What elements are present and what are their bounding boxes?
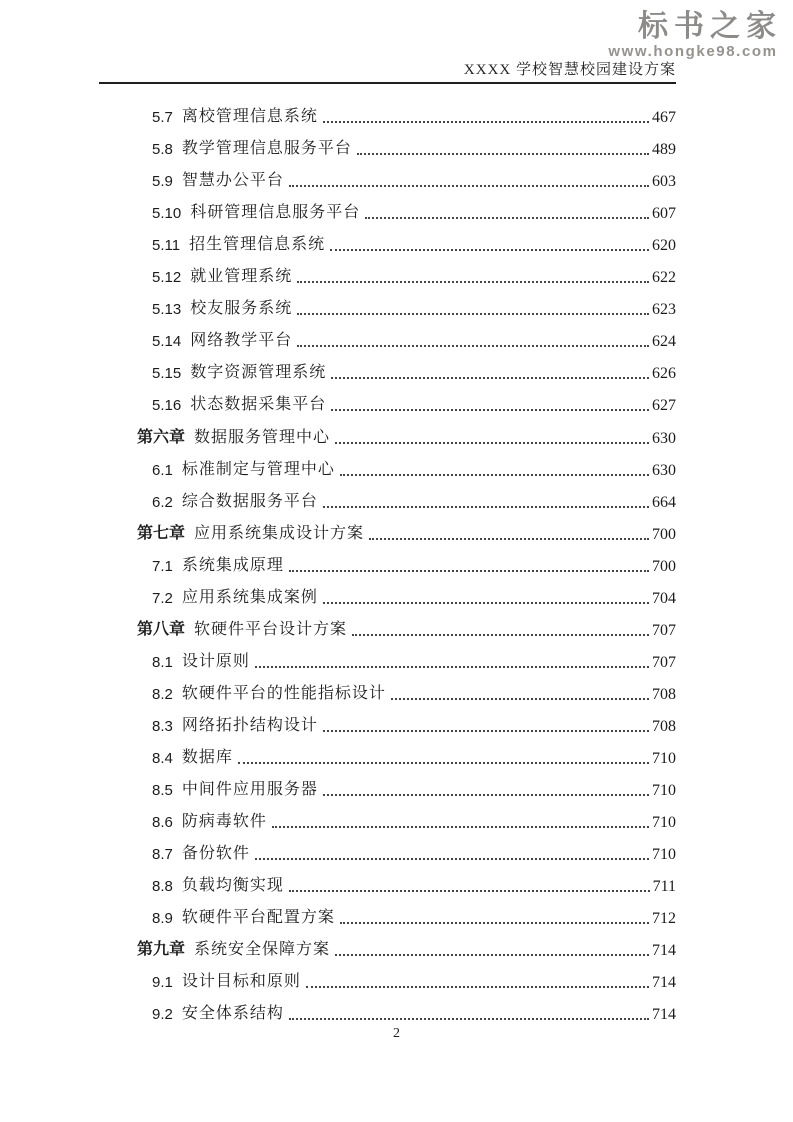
toc-entry-title: 校友服务系统	[190, 300, 293, 318]
dot-leader	[323, 602, 649, 604]
toc-entry-number: 9.2	[152, 1006, 173, 1024]
dot-leader	[297, 313, 649, 315]
dot-leader	[323, 794, 649, 796]
toc-entry-number: 5.8	[152, 141, 173, 159]
dot-leader	[369, 538, 649, 540]
toc-entry-page: 700	[652, 525, 676, 543]
table-of-contents	[100, 99, 676, 1028]
dot-leader	[391, 698, 649, 700]
toc-entry-title: 智慧办公平台	[181, 172, 284, 190]
toc-entry-number: 5.9	[152, 173, 173, 191]
toc-entry-title: 软硬件平台配置方案	[181, 909, 335, 927]
toc-entry-title: 负载均衡实现	[181, 877, 284, 895]
toc-entry-page: 708	[652, 717, 676, 735]
toc-entry-number: 6.1	[152, 461, 173, 479]
dot-leader	[289, 1018, 649, 1020]
toc-entry-page: 603	[652, 173, 676, 191]
toc-entry-number: 8.4	[152, 749, 173, 767]
toc-entry-number: 第九章	[137, 941, 186, 959]
toc-entry-page: 489	[652, 141, 676, 159]
toc-entry-page: 623	[652, 301, 676, 319]
dot-leader	[331, 377, 649, 379]
toc-entry-title: 应用系统集成设计方案	[194, 524, 365, 542]
toc-entry-title: 标准制定与管理中心	[181, 460, 335, 478]
toc-entry-title: 系统集成原理	[181, 556, 284, 574]
toc-entry-page: 710	[652, 749, 676, 767]
dot-leader	[306, 986, 649, 988]
toc-entry-page: 704	[652, 589, 676, 607]
toc-entry[interactable]	[100, 996, 676, 1028]
toc-entry-number: 第六章	[137, 428, 186, 446]
toc-entry-page: 707	[652, 621, 676, 639]
toc-entry-page: 710	[652, 782, 676, 800]
toc-entry-number: 5.10	[152, 205, 182, 223]
toc-entry[interactable]	[100, 387, 676, 419]
brand-logo-text: 标书之家	[638, 10, 782, 43]
page-header-title: XXXX 学校智慧校园建设方案	[463, 62, 676, 78]
dot-leader	[255, 858, 649, 860]
toc-entry-page: 622	[652, 269, 676, 287]
toc-entry-page: 714	[652, 974, 676, 992]
toc-entry-number: 8.2	[152, 685, 173, 703]
toc-entry[interactable]	[100, 612, 676, 644]
toc-entry[interactable]	[100, 868, 676, 900]
toc-entry[interactable]	[100, 291, 676, 323]
toc-entry-number: 5.12	[152, 269, 182, 287]
toc-entry-number: 5.11	[152, 237, 181, 255]
toc-entry-title: 招生管理信息系统	[189, 236, 326, 254]
toc-entry[interactable]	[100, 708, 676, 740]
toc-entry[interactable]	[100, 484, 676, 516]
dot-leader	[330, 249, 649, 251]
toc-entry[interactable]	[100, 932, 676, 964]
toc-entry-page: 627	[652, 397, 676, 415]
toc-entry[interactable]	[100, 644, 676, 676]
toc-entry-title: 状态数据采集平台	[190, 396, 327, 414]
header-divider	[99, 82, 676, 84]
toc-entry[interactable]	[100, 548, 676, 580]
toc-entry[interactable]	[100, 259, 676, 291]
toc-entry-number: 5.14	[152, 333, 182, 351]
toc-entry-title: 离校管理信息系统	[181, 108, 318, 126]
toc-entry-number: 第八章	[137, 620, 186, 638]
toc-entry-page: 710	[652, 846, 676, 864]
dot-leader	[352, 634, 649, 636]
toc-entry-page: 712	[652, 910, 676, 928]
toc-entry-number: 5.15	[152, 365, 182, 383]
toc-entry-page: 708	[652, 685, 676, 703]
dot-leader	[255, 666, 649, 668]
toc-entry-page: 624	[652, 333, 676, 351]
toc-entry-page: 714	[652, 1006, 676, 1024]
toc-entry-page: 711	[652, 878, 676, 896]
toc-entry-number: 8.7	[152, 846, 173, 864]
toc-entry-title: 备份软件	[181, 845, 250, 863]
dot-leader	[365, 217, 649, 219]
toc-entry-page: 607	[652, 205, 676, 223]
toc-entry-number: 9.1	[152, 974, 173, 992]
toc-entry-number: 8.1	[152, 653, 173, 671]
toc-entry[interactable]	[100, 355, 676, 387]
dot-leader	[297, 345, 649, 347]
dot-leader	[323, 506, 649, 508]
toc-entry-page: 700	[652, 557, 676, 575]
toc-entry-page: 664	[652, 493, 676, 511]
toc-entry-number: 5.13	[152, 301, 182, 319]
toc-entry-number: 6.2	[152, 493, 173, 511]
toc-entry-number: 8.9	[152, 910, 173, 928]
toc-entry[interactable]	[100, 580, 676, 612]
toc-entry[interactable]	[100, 772, 676, 804]
brand-logo-url: www.hongke98.com	[608, 43, 778, 60]
dot-leader	[297, 281, 649, 283]
toc-entry-number: 7.2	[152, 589, 173, 607]
toc-entry-title: 防病毒软件	[181, 813, 267, 831]
toc-entry-number: 5.7	[152, 109, 173, 127]
toc-entry-title: 软硬件平台设计方案	[194, 620, 348, 638]
dot-leader	[323, 121, 649, 123]
toc-entry-page: 620	[652, 237, 676, 255]
toc-entry-title: 网络拓扑结构设计	[181, 716, 318, 734]
dot-leader	[323, 730, 649, 732]
toc-entry[interactable]	[100, 964, 676, 996]
toc-entry-title: 教学管理信息服务平台	[181, 140, 352, 158]
dot-leader	[289, 890, 650, 892]
toc-entry-number: 8.8	[152, 878, 173, 896]
toc-entry-number: 7.1	[152, 557, 173, 575]
toc-entry-title: 数字资源管理系统	[190, 364, 327, 382]
toc-entry[interactable]	[100, 452, 676, 484]
dot-leader	[331, 409, 649, 411]
toc-entry-title: 软硬件平台的性能指标设计	[181, 684, 386, 702]
toc-entry-number: 第七章	[137, 524, 186, 542]
toc-entry-page: 630	[652, 461, 676, 479]
toc-entry[interactable]	[100, 323, 676, 355]
toc-entry-title: 系统安全保障方案	[194, 941, 331, 959]
toc-entry-title: 网络教学平台	[190, 332, 293, 350]
toc-entry-page: 626	[652, 365, 676, 383]
toc-entry[interactable]	[100, 676, 676, 708]
toc-entry[interactable]	[100, 836, 676, 868]
dot-leader	[238, 762, 649, 764]
toc-entry[interactable]	[100, 804, 676, 836]
toc-entry-page: 714	[652, 942, 676, 960]
toc-entry-number: 8.6	[152, 814, 173, 832]
toc-entry[interactable]	[100, 900, 676, 932]
toc-entry-title: 数据服务管理中心	[194, 428, 331, 446]
toc-entry-page: 707	[652, 653, 676, 671]
dot-leader	[289, 570, 649, 572]
toc-entry[interactable]	[100, 227, 676, 259]
toc-entry-title: 中间件应用服务器	[181, 781, 318, 799]
toc-entry[interactable]	[100, 163, 676, 195]
toc-entry[interactable]	[100, 99, 676, 131]
dot-leader	[335, 442, 649, 444]
toc-entry-title: 综合数据服务平台	[181, 492, 318, 510]
toc-entry-number: 8.3	[152, 717, 173, 735]
toc-entry-title: 应用系统集成案例	[181, 588, 318, 606]
toc-entry[interactable]	[100, 516, 676, 548]
toc-entry[interactable]	[100, 419, 676, 451]
toc-entry-title: 就业管理系统	[190, 268, 293, 286]
toc-entry[interactable]	[100, 740, 676, 772]
toc-entry-page: 710	[652, 814, 676, 832]
toc-entry-title: 科研管理信息服务平台	[190, 204, 361, 222]
toc-entry-number: 8.5	[152, 782, 173, 800]
toc-entry[interactable]	[100, 131, 676, 163]
footer-page-number: 2	[393, 1026, 400, 1041]
dot-leader	[335, 954, 649, 956]
toc-entry-title: 设计原则	[181, 652, 250, 670]
toc-entry-page: 467	[652, 109, 676, 127]
dot-leader	[289, 185, 649, 187]
dot-leader	[272, 826, 649, 828]
brand-logo	[608, 10, 782, 61]
toc-entry-title: 设计目标和原则	[181, 973, 301, 991]
toc-entry-title: 数据库	[181, 748, 233, 766]
toc-entry-number: 5.16	[152, 397, 182, 415]
dot-leader	[357, 153, 649, 155]
dot-leader	[340, 474, 649, 476]
toc-entry[interactable]	[100, 195, 676, 227]
toc-entry-page: 630	[652, 429, 676, 447]
toc-entry-title: 安全体系结构	[181, 1005, 284, 1023]
dot-leader	[340, 922, 649, 924]
